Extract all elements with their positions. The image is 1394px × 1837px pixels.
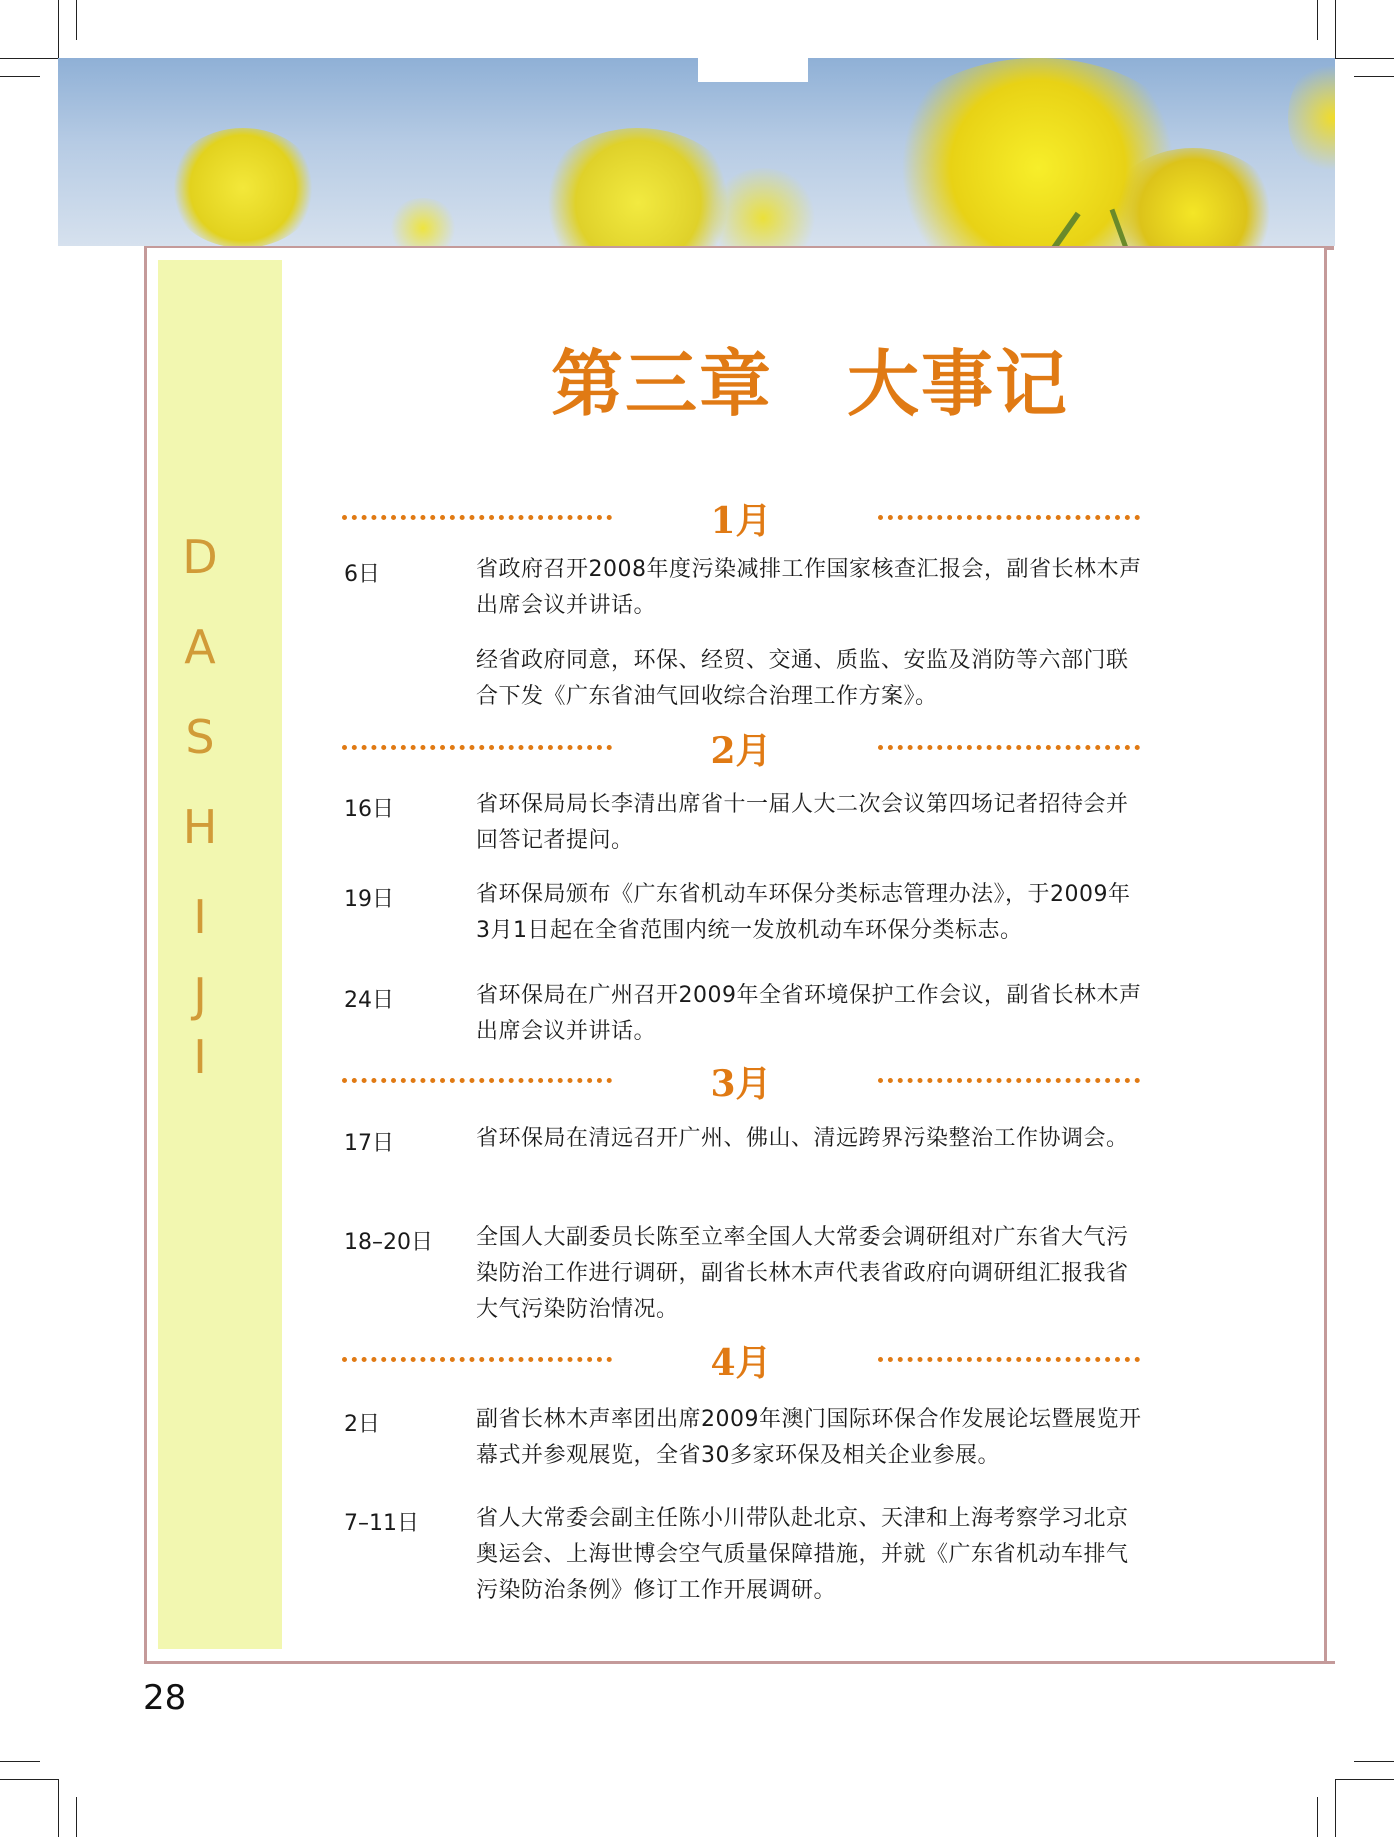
event-date: 7–11日 (344, 1511, 419, 1536)
sidebar-letter: D (182, 530, 218, 584)
event-text: 省人大常委会副主任陈小川带队赴北京、天津和上海考察学习北京奥运会、上海世博会空气质量保障措施，并就《广东省机动车排气污染防治条例》修订工作开展调研。 (476, 1506, 1129, 1603)
crop-mark (1335, 58, 1394, 59)
event-date: 16日 (344, 797, 394, 822)
sidebar-strip (158, 260, 282, 1649)
page-title: 第三章 大事记 (550, 342, 1069, 426)
month-label: 1月 (710, 500, 772, 542)
event-text: 省环保局颁布《广东省机动车环保分类标志管理办法》，于2009年3月1日起在全省范围内统一发放机动车环保分类标志。 (476, 882, 1131, 943)
crop-mark (0, 76, 40, 77)
crop-mark (58, 0, 59, 58)
event-date: 6日 (344, 562, 380, 587)
dotted-rule (878, 515, 1140, 520)
sidebar-letter: H (182, 800, 218, 854)
header-banner-image (58, 58, 1335, 246)
event-text: 省环保局局长李清出席省十一届人大二次会议第四场记者招待会并回答记者提问。 (476, 792, 1129, 853)
flower-cluster (168, 128, 318, 246)
crop-mark (0, 58, 58, 59)
month-header (342, 725, 1140, 772)
month-label: 2月 (710, 730, 772, 772)
sidebar-letter: I (193, 890, 207, 944)
crop-mark (1317, 0, 1318, 40)
crop-mark (76, 0, 77, 40)
month-header (342, 1058, 1140, 1105)
crop-mark (1335, 1779, 1336, 1837)
sidebar-letter: J (193, 968, 207, 1022)
crop-mark (58, 1779, 59, 1837)
sidebar-letter: I (193, 1030, 207, 1084)
event-date: 2日 (344, 1412, 380, 1437)
sidebar-letter: A (184, 620, 216, 674)
month-label: 4月 (710, 1342, 772, 1384)
dotted-rule (878, 1078, 1140, 1083)
crop-mark (1335, 1779, 1394, 1780)
dotted-rule (878, 745, 1140, 750)
event-text: 经省政府同意，环保、经贸、交通、质监、安监及消防等六部门联合下发《广东省油气回收综合治理工作方案》。 (476, 648, 1129, 709)
event-text: 省环保局在广州召开2009年全省环境保护工作会议，副省长林木声出席会议并讲话。 (476, 983, 1142, 1044)
event-date: 19日 (344, 887, 394, 912)
flower-cluster (388, 198, 458, 246)
month-header (342, 495, 1140, 542)
event-text: 省政府召开2008年度污染减排工作国家核查汇报会，副省长林木声出席会议并讲话。 (476, 557, 1142, 618)
crop-mark (76, 1797, 77, 1837)
month-header (342, 1337, 1140, 1384)
banner-notch (698, 58, 808, 82)
sidebar-letter: S (185, 710, 215, 764)
frame-bottom-border (1321, 1661, 1335, 1664)
event-text: 省环保局在清远召开广州、佛山、清远跨界污染整治工作协调会。 (476, 1126, 1129, 1151)
crop-mark (1354, 1761, 1394, 1762)
event-text: 副省长林木声率团出席2009年澳门国际环保合作发展论坛暨展览开幕式并参观展览，全省30多家环保及相关企业参展。 (476, 1407, 1142, 1468)
month-label: 3月 (710, 1063, 772, 1105)
flower-cluster (538, 128, 738, 246)
page-number: 28 (143, 1678, 187, 1718)
crop-mark (1354, 76, 1394, 77)
event-date: 24日 (344, 988, 394, 1013)
flower-cluster (1288, 58, 1335, 178)
event-date: 17日 (344, 1131, 394, 1156)
crop-mark (0, 1779, 58, 1780)
event-date: 18–20日 (344, 1230, 433, 1255)
crop-mark (0, 1761, 40, 1762)
event-text: 全国人大副委员长陈至立率全国人大常委会调研组对广东省大气污染防治工作进行调研，副省长林木声代表省政府向调研组汇报我省大气污染防治情况。 (476, 1225, 1129, 1322)
crop-mark (1335, 0, 1336, 58)
dotted-rule (878, 1357, 1140, 1362)
crop-mark (1317, 1797, 1318, 1837)
